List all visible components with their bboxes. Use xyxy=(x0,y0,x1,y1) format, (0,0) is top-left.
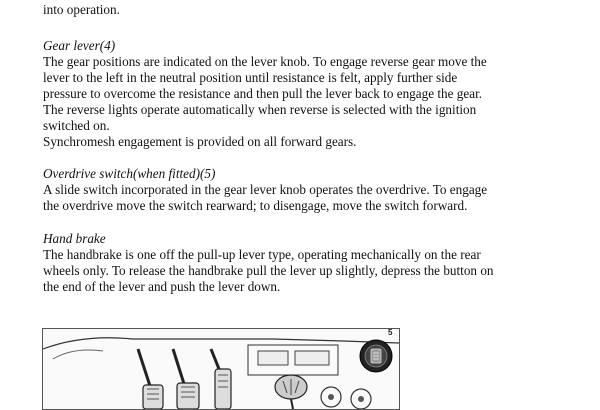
gear-lever-heading: Gear lever(4) xyxy=(43,38,116,53)
clutch-pedal xyxy=(138,349,163,409)
overdrive-switch-drawing xyxy=(358,334,398,374)
hand-brake-line: wheels only. To release the handbrake pull the lever up slightly, depress the button on xyxy=(43,263,494,278)
hand-brake-heading: Hand brake xyxy=(43,231,106,246)
gear-lever-line: The gear positions are indicated on the lever knob. To engage reverse gear move the xyxy=(43,54,487,69)
gear-lever-body xyxy=(43,54,563,150)
gear-lever-line: The reverse lights operate automatically when reverse is selected with the ignition xyxy=(43,102,477,117)
illustration-drawing xyxy=(43,329,399,409)
overdrive-body xyxy=(43,182,563,214)
overdrive-heading: Overdrive switch(when fitted)(5) xyxy=(43,166,216,181)
hand-brake-body xyxy=(43,247,563,295)
hand-brake-line: the end of the lever and push the lever down. xyxy=(43,279,281,294)
overdrive-line: the overdrive move the switch rearward; to disengage, move the switch forward. xyxy=(43,198,468,213)
gear-lever-knob xyxy=(275,375,307,409)
brake-pedal xyxy=(173,349,199,409)
gear-lever-line: pressure to overcome the resistance and then pull the lever back to engage the gear. xyxy=(43,86,483,101)
gear-lever-line: switched on. xyxy=(43,118,110,133)
accelerator-pedal xyxy=(211,349,231,409)
pedal-and-gear-lever-illustration xyxy=(42,328,400,410)
overdrive-line: A slide switch incorporated in the gear lever knob operates the overdrive. To engage xyxy=(43,182,488,197)
top-fragment: into operation. xyxy=(43,2,120,17)
figure-callout-number: 5 xyxy=(388,328,393,337)
gear-lever-line: lever to the left in the neutral position until resistance is felt, apply further side xyxy=(43,70,458,85)
gear-lever-line: Synchromesh engagement is provided on all forward gears. xyxy=(43,134,357,149)
overdrive-switch-inset xyxy=(358,334,398,374)
hand-brake-line: The handbrake is one off the pull-up lever type, operating mechanically on the rear xyxy=(43,247,481,262)
